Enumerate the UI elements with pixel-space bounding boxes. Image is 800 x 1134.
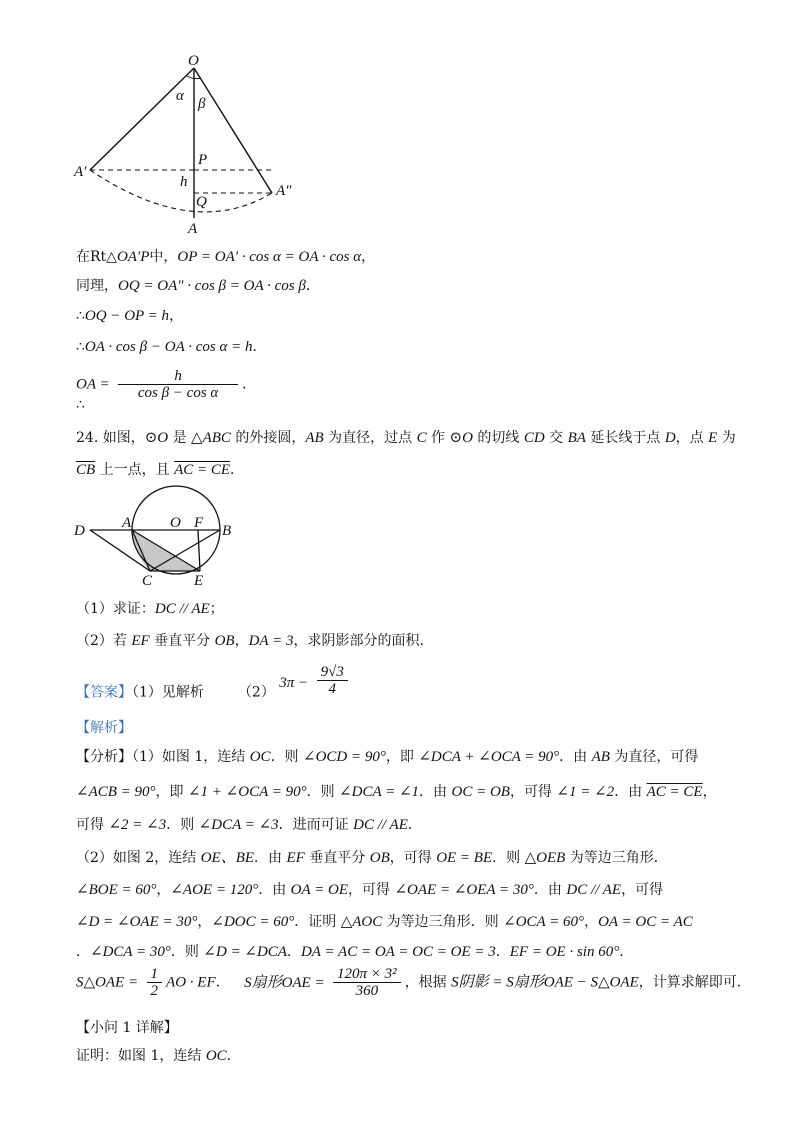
label-E: E	[194, 573, 204, 589]
fraction-sector: $\frac{\text{120π × 3²}}{360}$	[333, 966, 401, 999]
circle-figure	[70, 485, 245, 590]
label-F: F	[194, 515, 204, 531]
analysis-tag: 【解析】	[76, 720, 132, 736]
label-Q: Q	[196, 194, 207, 210]
analysis-line-5: ∠BOE = 60°，∠AOE = 120°．由 OA = OE，可得 ∠OAE = ∠OEA = 30°．由 DC // AE，可得	[76, 882, 664, 898]
analysis-line-1: 【分析】（1）如图 1，连结 OC．则 ∠OCD = 90°，即 ∠DCA + ∠OCA = 90°．由 AB 为直径，可得	[76, 749, 699, 765]
sub-question-1-tag: 【小问 1 详解】	[76, 1020, 178, 1036]
problem-24-line-1: 24. 如图，⊙O 是 △ABC 的外接圆，AB 为直径，过点 C 作 ⊙O 的切线 CD 交 BA 延长线于点 D，点 E 为	[76, 430, 736, 446]
analysis-line-6: ∠D = ∠OAE = 30°，∠DOC = 60°．证明 △AOC 为等边三角形．则 ∠OCA = 60°，OA = OC = AC	[76, 914, 693, 930]
label-A-prime: A′	[74, 164, 87, 180]
question-2: （2）若 EF 垂直平分 OB，DA = 3，求阴影部分的面积．	[76, 633, 434, 649]
analysis-line-8: S△OAE = $\frac{1}{2}$ AO · EF． S扇形OAE = $\frac{\text{120π × 3²}}{360}$ ，根据 S阴影 = S扇形OAE − S△OAE，计算求解即可．	[76, 966, 751, 999]
label-O: O	[188, 53, 199, 69]
analysis-line-3: 可得 ∠2 = ∠3．则 ∠DCA = ∠3．进而可证 DC // AE．	[76, 817, 422, 833]
label-A2: A	[122, 515, 132, 531]
label-A: A	[188, 221, 198, 237]
label-alpha: α	[176, 88, 184, 104]
label-C: C	[142, 573, 153, 589]
fraction-half: $\frac{1}{2}$	[147, 966, 163, 999]
solution-line-4: ∴OA · cos β − OA · cos α = h．	[76, 339, 267, 355]
answer-line: 【答案】（1）见解析 （2） 3π − $\frac{9√3}{4}$	[76, 676, 352, 709]
analysis-line-7: ．∠DCA = 30°．则 ∠D = ∠DCA．DA = AC = OA = OC = OE = 3．EF = OE · sin 60°．	[76, 944, 634, 960]
label-B: B	[222, 523, 232, 539]
label-D: D	[74, 523, 85, 539]
answer-tag: 【答案】	[76, 684, 132, 701]
label-O2: O	[170, 515, 181, 531]
question-1: （1）求证：DC // AE；	[76, 601, 224, 617]
label-A-double-prime: A″	[276, 183, 292, 199]
answer-fraction: $\frac{9√3}{4}$	[317, 664, 348, 697]
problem-24-line-2: $\overline{CB}$ 上一点，且 AC = CE．	[76, 462, 245, 478]
fraction-oa: $\frac{h}{\text{cos β − cos α}}$	[118, 368, 238, 401]
pendulum-diagram	[70, 50, 310, 240]
pendulum-figure	[70, 50, 310, 240]
solution-line-3: ∴OQ − OP = h，	[76, 308, 184, 324]
proof-line-1: 证明：如图 1，连结 OC．	[76, 1048, 241, 1064]
solution-line-5: OA = $\frac{h}{\text{cos β − cos α}}$ ． ∴	[76, 368, 257, 413]
analysis-line-4: （2）如图 2，连结 OE、BE．由 EF 垂直平分 OB，可得 OE = BE．则 △OEB 为等边三角形．	[76, 850, 668, 866]
solution-line-1: 在Rt△OA′P中，OP = OA′ · cos α = OA · cos α，	[76, 249, 376, 265]
label-P: P	[198, 152, 208, 168]
circle-diagram	[70, 485, 245, 590]
solution-line-2: 同理，OQ = OA″ · cos β = OA · cos β．	[76, 278, 320, 294]
analysis-line-2: ∠ACB = 90°，即 ∠1 + ∠OCA = 90°．则 ∠DCA = ∠1．由 OC = OB，可得 ∠1 = ∠2．由 AC = CE，	[76, 784, 717, 800]
label-beta: β	[198, 96, 206, 112]
label-h: h	[180, 174, 188, 190]
